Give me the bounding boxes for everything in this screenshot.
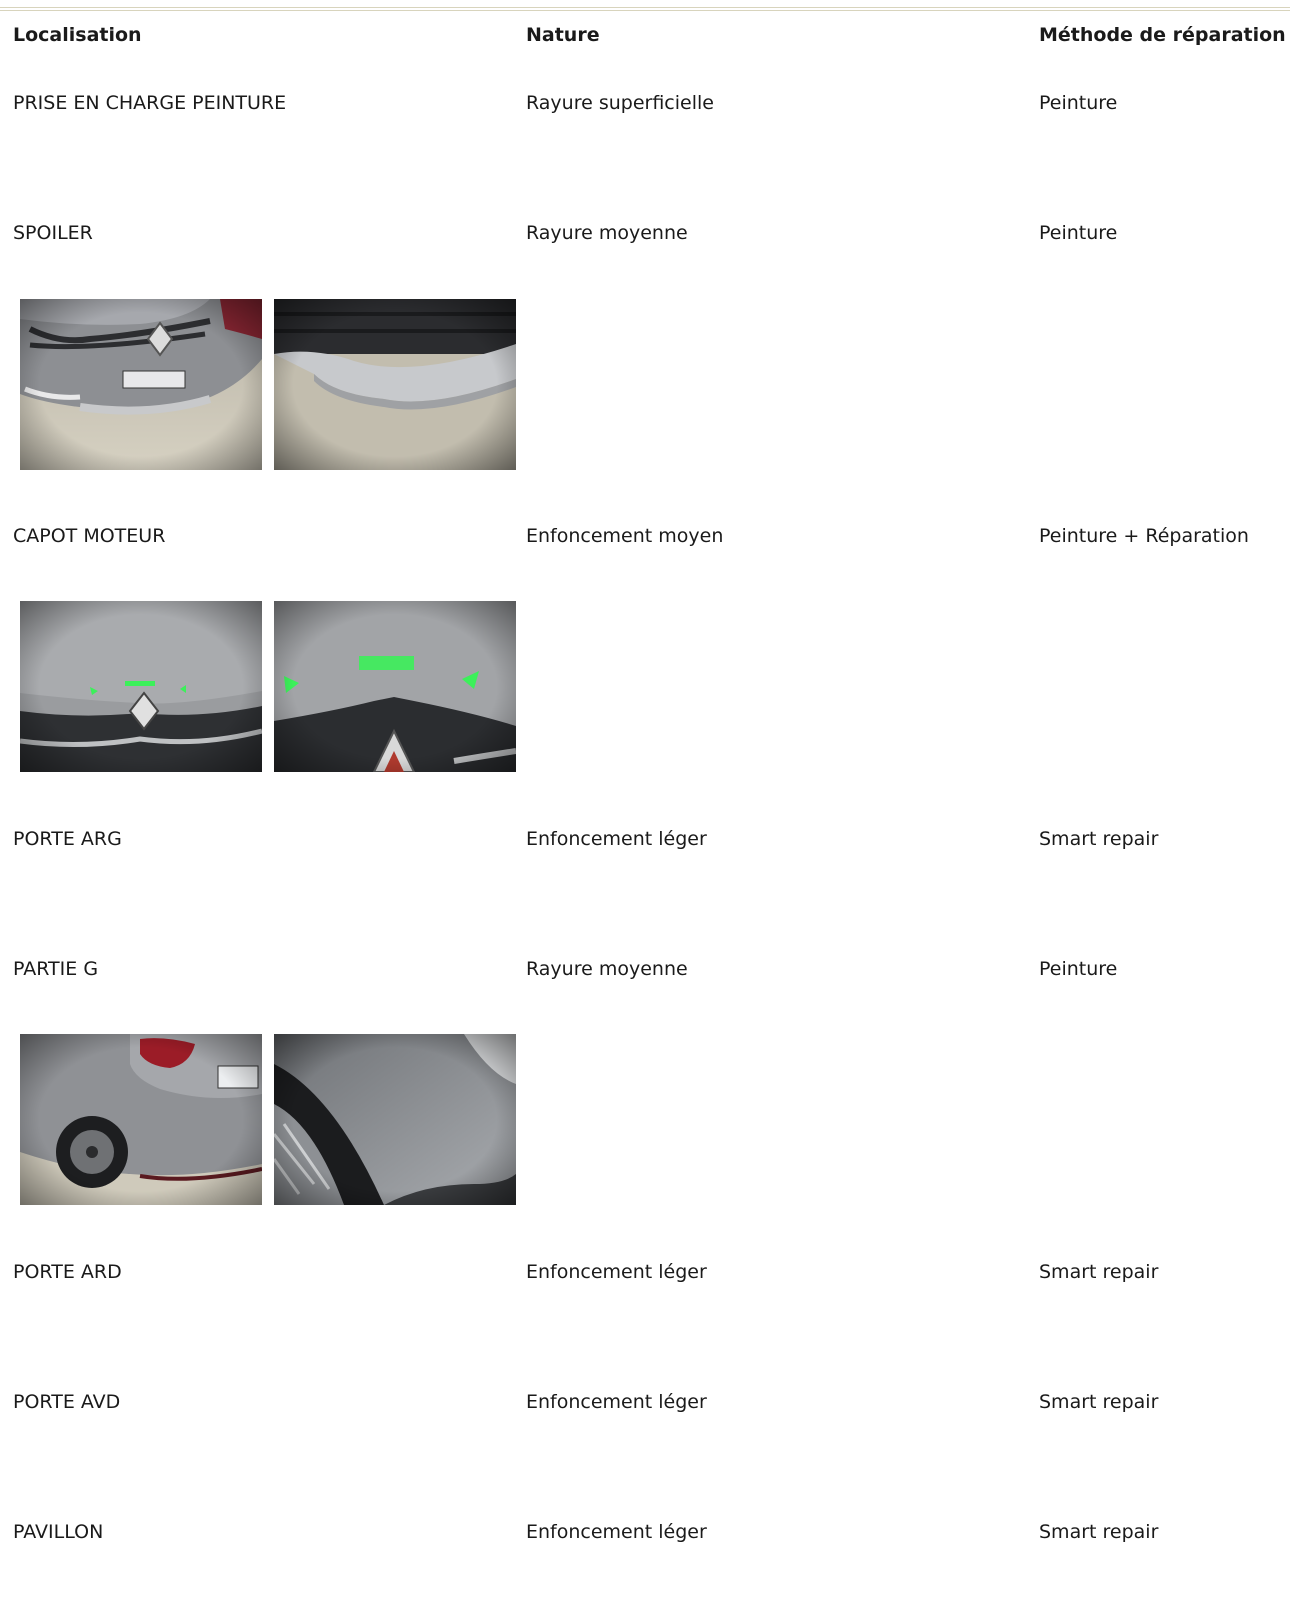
row-nature: Enfoncement léger [526,1391,707,1413]
table-row [0,1520,1300,1544]
table-header [0,23,1300,47]
header-rule [0,7,1290,11]
row-location: SPOILER [13,222,93,244]
table-row [0,1390,1300,1414]
hood-photos [20,601,520,772]
row-location: PORTE ARD [13,1261,122,1283]
row-method: Smart repair [1039,1391,1159,1413]
row-method: Peinture + Réparation [1039,525,1249,547]
table-row [0,957,1300,981]
row-method: Smart repair [1039,828,1159,850]
header-method: Méthode de réparation [1039,24,1286,46]
row-location: CAPOT MOTEUR [13,525,166,547]
table-row [0,91,1300,115]
table-row [0,524,1300,548]
row-nature: Rayure superficielle [526,92,714,114]
row-location: PORTE ARG [13,828,122,850]
partie-g-photos [20,1034,520,1205]
row-location: PARTIE G [13,958,99,980]
row-location: PORTE AVD [13,1391,121,1413]
row-nature: Enfoncement léger [526,1521,707,1543]
row-method: Smart repair [1039,1521,1159,1543]
row-nature: Enfoncement léger [526,1261,707,1283]
hood-closeup-photo[interactable] [274,601,516,772]
rear-wheel-closeup-photo[interactable] [274,1034,516,1205]
front-bumper-photo[interactable] [20,299,262,470]
hood-photo[interactable] [20,601,262,772]
table-row [0,1260,1300,1284]
row-method: Peinture [1039,92,1118,114]
spoiler-closeup-photo[interactable] [274,299,516,470]
table-row [0,827,1300,851]
header-nature: Nature [526,24,600,46]
spoiler-photos [20,299,520,470]
row-method: Smart repair [1039,1261,1159,1283]
rear-left-photo[interactable] [20,1034,262,1205]
row-nature: Rayure moyenne [526,958,688,980]
table-row [0,221,1300,245]
row-method: Peinture [1039,222,1118,244]
row-method: Peinture [1039,958,1118,980]
row-nature: Enfoncement léger [526,828,707,850]
header-location: Localisation [13,24,142,46]
row-nature: Enfoncement moyen [526,525,724,547]
row-location: PRISE EN CHARGE PEINTURE [13,92,287,114]
row-location: PAVILLON [13,1521,104,1543]
row-nature: Rayure moyenne [526,222,688,244]
